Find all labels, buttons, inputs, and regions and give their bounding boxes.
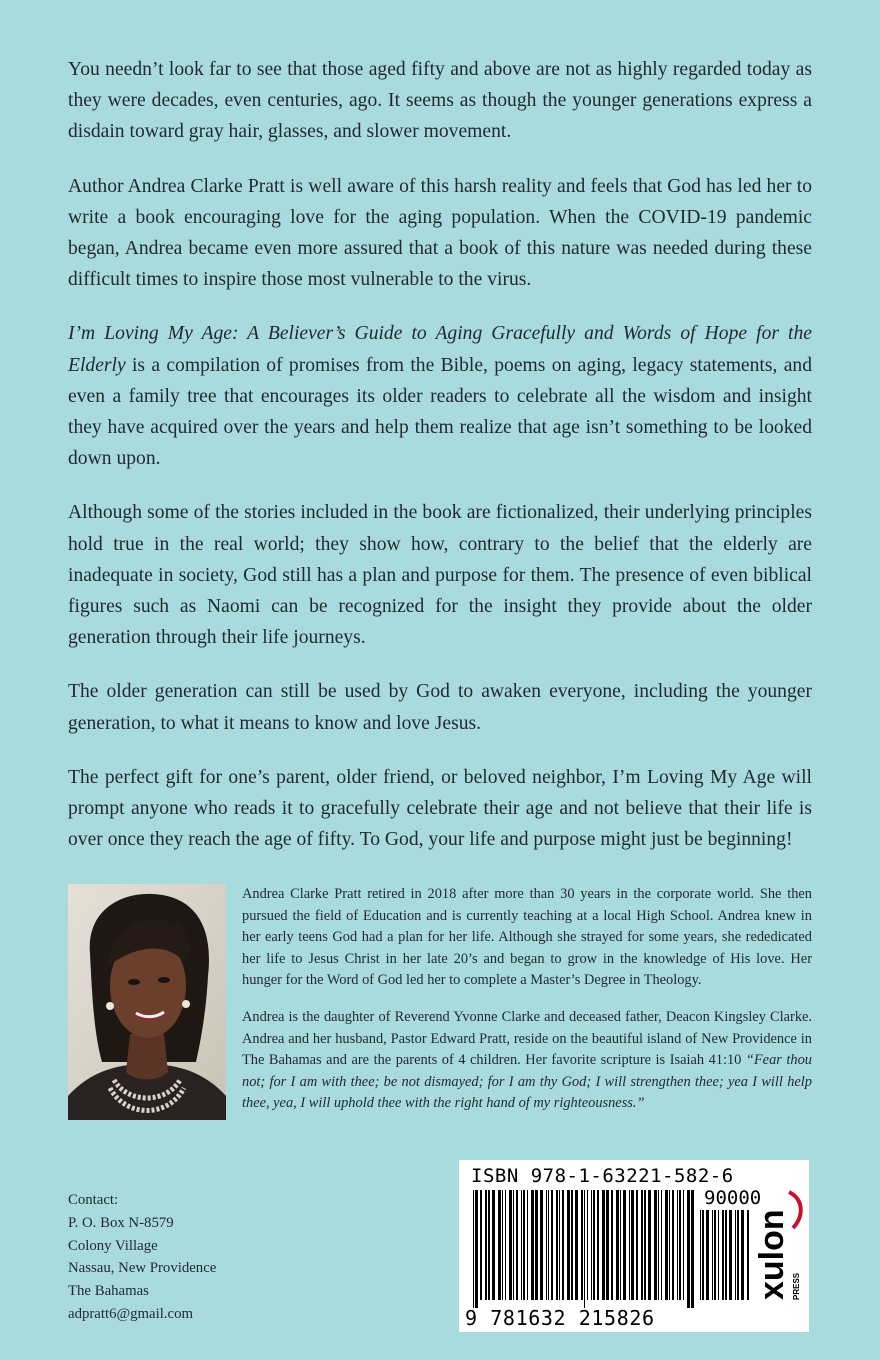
barcode-bar: [567, 1190, 570, 1300]
ean-barcode: [473, 1190, 697, 1308]
barcode-bar: [702, 1210, 704, 1300]
barcode-bar: [687, 1190, 690, 1308]
blurb-paragraph-3-rest: is a compilation of promises from the Bible, poems on aging, legacy statements, and even a family tree that encourages its older readers to celebrate all the wisdom and insight they have acquired over the years and help them realize that age isn’t something to be looked down upon.: [68, 354, 812, 470]
barcode-bar: [672, 1190, 674, 1300]
isbn-label: ISBN 978-1-63221-582-6: [471, 1165, 734, 1187]
barcode-bar: [551, 1190, 553, 1300]
barcode-bar: [677, 1190, 678, 1300]
barcode-bar: [725, 1210, 727, 1300]
barcode-bar: [661, 1190, 662, 1300]
barcode-bar: [683, 1190, 684, 1300]
contact-email: adpratt6@gmail.com: [68, 1305, 193, 1322]
barcode-bar: [648, 1190, 651, 1300]
barcode-bar: [581, 1190, 583, 1300]
blurb-paragraph-6: The perfect gift for one’s parent, older friend, or beloved neighbor, I’m Loving My Age will prompt anyone who reads it to gracefully celebrate their age and not believe that their life is over once they reach the age of fifty. To God, your life and purpose might just be beginning!: [68, 766, 812, 851]
back-cover-blurb: [68, 54, 812, 855]
barcode-bar: [571, 1190, 573, 1300]
barcode-bar: [575, 1190, 578, 1300]
bio-paragraph-2-text: Andrea is the daughter of Reverend Yvonne Clarke and deceased father, Deacon Kingsley Clarke. Andrea and her husband, Pastor Edward Pratt, reside on the beautiful island of New Providence in The Bahamas and are the parents of 4 children. Her favorite scripture is Isaiah 41:10: [242, 1008, 812, 1069]
barcode-bar: [611, 1190, 613, 1300]
barcode-bar: [548, 1190, 549, 1300]
barcode-bar: [700, 1210, 701, 1300]
barcode-bar: [492, 1190, 495, 1300]
barcode-bar: [593, 1190, 595, 1300]
barcode-bar: [556, 1190, 558, 1300]
barcode-bar: [706, 1210, 709, 1300]
price-code: 90000: [704, 1187, 762, 1209]
blurb-paragraph-1: You needn’t look far to see that those aged fifty and above are not as highly regarded today as they were decades, even centuries, ago. It seems as though the younger generations express a disdain toward gray hair, glasses, and slower movement.: [68, 59, 812, 143]
contact-po-box: P. O. Box N-8579: [68, 1214, 174, 1231]
barcode-bar: [631, 1190, 634, 1300]
barcode-bar: [562, 1190, 564, 1300]
publisher-sub: PRESS: [792, 1272, 801, 1300]
barcode-bar: [498, 1190, 501, 1300]
barcode-bar: [523, 1190, 525, 1300]
barcode-bar: [587, 1190, 588, 1300]
barcode-bar: [513, 1190, 514, 1300]
contact-city: Nassau, New Providence: [68, 1260, 217, 1277]
contact-heading: Contact:: [68, 1192, 119, 1208]
barcode-bar: [473, 1190, 474, 1308]
barcode-bar: [735, 1210, 736, 1300]
barcode-bar: [505, 1190, 506, 1300]
barcode-bar: [475, 1190, 478, 1308]
addon-barcode: [700, 1210, 752, 1308]
barcode-bar: [665, 1190, 668, 1300]
barcode-bar: [502, 1190, 503, 1300]
barcode-bar: [691, 1190, 694, 1308]
blurb-paragraph-2: Author Andrea Clarke Pratt is well aware of this harsh reality and feels that God has led her to write a book encouraging love for the aging population. When the COVID-19 pandemic began, Andrea became even more assured that a book of this nature was needed during these difficult times to inspire those most vulnerable to the virus.: [68, 175, 812, 291]
author-bio: [68, 884, 812, 1120]
blurb-paragraph-3: [68, 318, 812, 474]
barcode-bar: [741, 1210, 744, 1300]
barcode-bar: [737, 1210, 739, 1300]
barcode-bar: [679, 1190, 681, 1300]
blurb-paragraph-5: The older generation can still be used by God to awaken everyone, including the younger generation, to what it means to know and love Jesus.: [68, 681, 812, 734]
barcode-bar: [516, 1190, 518, 1300]
barcode-bar: [623, 1190, 626, 1300]
barcode-bar: [597, 1190, 599, 1300]
book-title: I’m Loving My Age: A Believer’s Guide to Aging Gracefully and Words of Hope for the Elderly: [68, 323, 812, 376]
barcode-bar: [714, 1210, 716, 1300]
barcode-bar: [718, 1210, 719, 1300]
bio-paragraph-1: Andrea Clarke Pratt retired in 2018 after more than 30 years in the corporate world. She then pursued the field of Education and is currently teaching at a local High School. Andrea knew in her early teens God had a plan for her life. Although she strayed for some years, she rededicated her life to Jesus Christ in her late 20’s and began to grow in the knowledge of His love. Her hunger for the Word of God led her to complete a Master’s Degree in Theology.: [242, 886, 812, 989]
barcode-bar: [747, 1210, 749, 1300]
barcode-bar: [540, 1190, 543, 1300]
barcode-number: 9 781632 215826: [465, 1306, 655, 1330]
contact-village: Colony Village: [68, 1237, 158, 1254]
barcode-bar: [606, 1190, 609, 1300]
barcode-bar: [480, 1190, 482, 1300]
publisher-logo: [753, 1182, 805, 1312]
barcode-bar: [712, 1210, 713, 1300]
barcode-bar: [669, 1190, 670, 1300]
blurb-paragraph-4: Although some of the stories included in the book are fictionalized, their underlying principles hold true in the real world; they show how, contrary to the belief that the elderly are inadequate in society, God still has a plan and purpose for them. The presence of even biblical figures such as Naomi can be recognized for the insight they provide about the older generation through their life journeys.: [68, 502, 812, 649]
barcode-bar: [591, 1190, 592, 1300]
barcode-bar: [636, 1190, 638, 1300]
barcode-bar: [658, 1190, 659, 1300]
barcode-bar: [546, 1190, 547, 1300]
barcode-bar: [729, 1210, 732, 1300]
barcode-bar: [521, 1190, 522, 1300]
barcode-bar: [722, 1210, 724, 1300]
barcode-bar: [509, 1190, 512, 1300]
photo-spacer: [68, 884, 226, 1120]
contact-country: The Bahamas: [68, 1283, 149, 1300]
barcode-bar: [584, 1190, 585, 1308]
barcode-bar: [488, 1190, 490, 1300]
barcode-bar: [485, 1190, 487, 1300]
barcode-bar: [654, 1190, 657, 1300]
barcode-bar: [602, 1190, 605, 1300]
barcode-bar: [527, 1190, 528, 1300]
barcode-bar: [531, 1190, 534, 1300]
barcode-bar: [644, 1190, 646, 1300]
barcode-bar: [559, 1190, 560, 1300]
favorite-scripture: “Fear thou not; for I am with thee; be not dismayed; for I am thy God; I will strengthen thee; yea I will help thee, yea, I will uphold thee with the right hand of my righteousness.”: [242, 1052, 812, 1112]
barcode-bar: [629, 1190, 630, 1300]
barcode-bar: [641, 1190, 643, 1300]
barcode-bar: [620, 1190, 621, 1300]
publisher-name: xulon: [753, 1209, 791, 1300]
barcode-bar: [616, 1190, 619, 1300]
barcode-bar: [535, 1190, 538, 1300]
contact-block: [68, 1189, 328, 1326]
isbn-barcode-box: [459, 1160, 809, 1332]
